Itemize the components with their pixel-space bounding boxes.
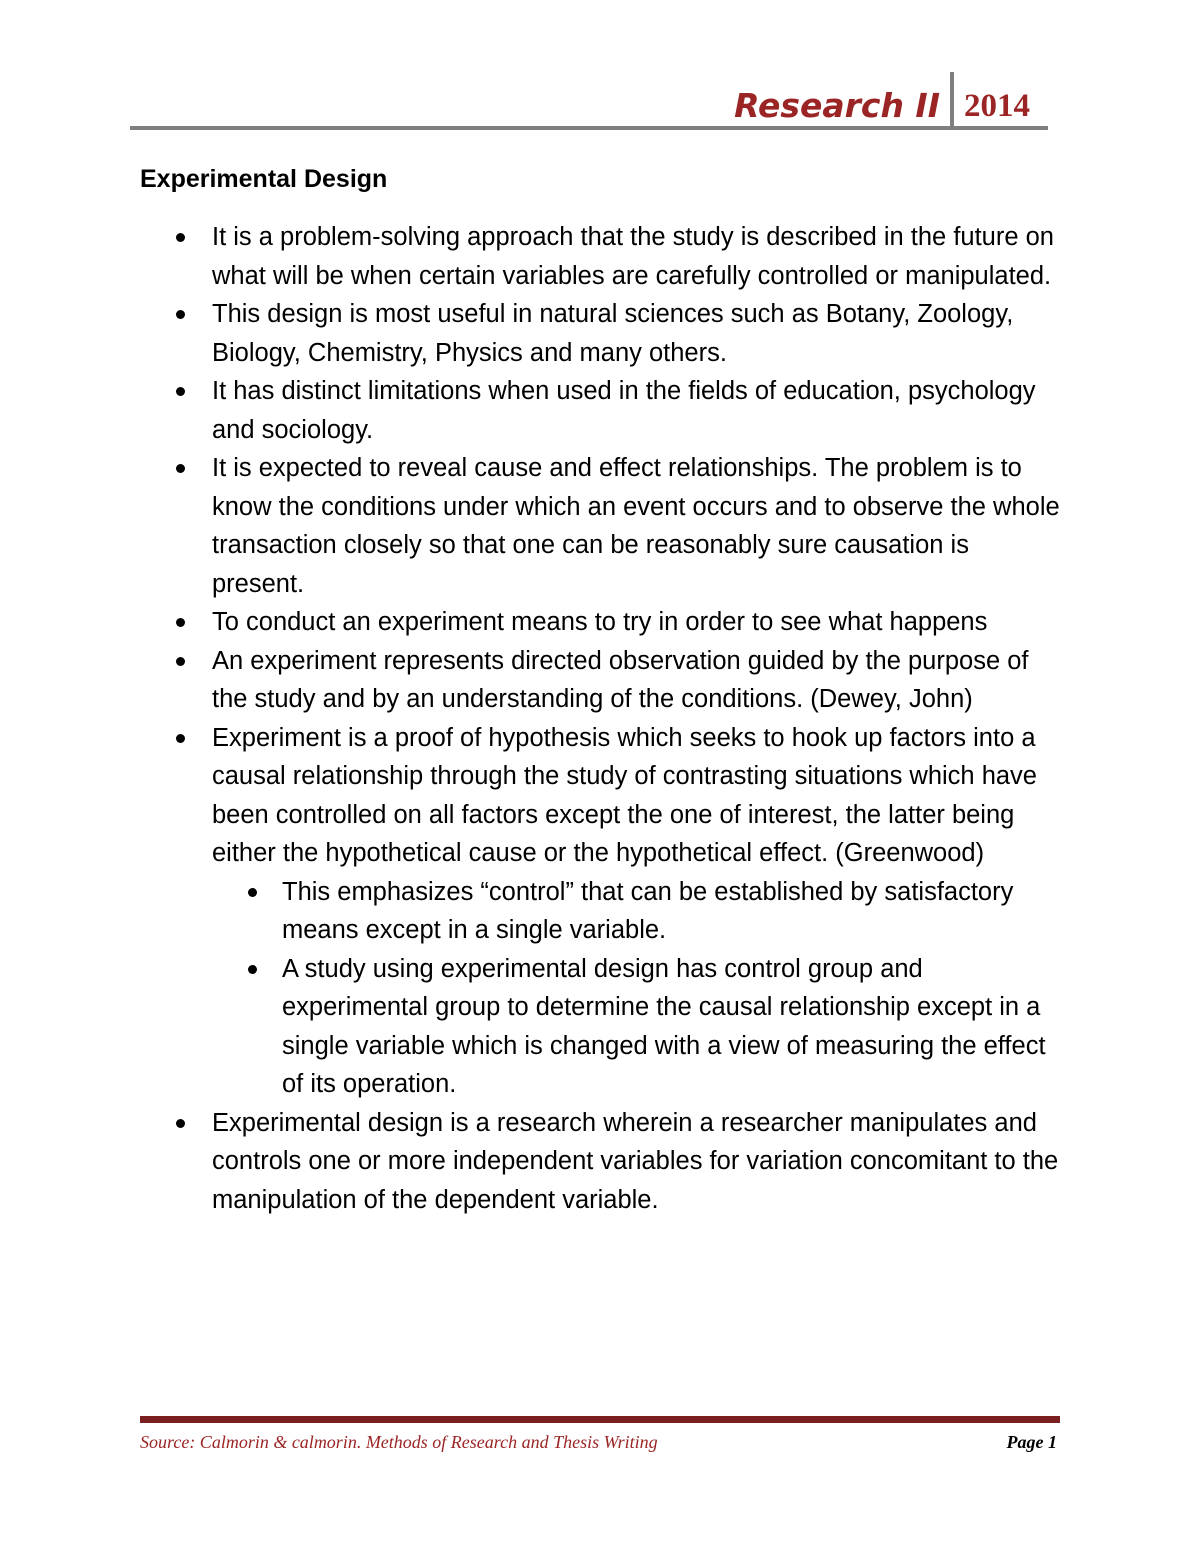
bullet-icon — [176, 734, 185, 743]
list-item-text: To conduct an experiment means to try in order to see what happens — [212, 608, 988, 636]
section-heading: Experimental Design — [140, 165, 388, 193]
list-item — [140, 295, 1060, 372]
list-item — [140, 1104, 1060, 1220]
sub-list-item — [212, 873, 1060, 950]
list-item-text: It is a problem-solving approach that the study is described in the future on what will be when certain variables are carefully controlled or manipulated. — [212, 223, 1054, 290]
page-number: Page 1 — [1006, 1432, 1057, 1452]
bullet-icon — [176, 310, 185, 319]
sub-list-item — [212, 950, 1060, 1104]
list-item — [140, 372, 1060, 449]
list-item-text: Experiment is a proof of hypothesis which seeks to hook up factors into a causal relationship through the study of contrasting situations which have been controlled on all factors except the one of interest, the latter being either the hypothetical cause or the hypothetical effect. (Greenwood) — [212, 723, 1037, 867]
list-item — [140, 719, 1060, 1104]
bullet-icon — [248, 888, 257, 897]
footer-rule — [140, 1416, 1060, 1423]
list-item — [140, 218, 1060, 295]
list-item — [140, 642, 1060, 719]
list-item-text: Experimental design is a research wherein a researcher manipulates and controls one or more independent variables for variation concomitant to the manipulation of the dependent variable. — [212, 1108, 1059, 1214]
bullet-list — [140, 218, 1060, 1219]
list-item-text: It is expected to reveal cause and effect relationships. The problem is to know the conditions under which an event occurs and to observe the whole transaction closely so that one can be reasonably sure causation is present. — [212, 454, 1060, 598]
list-item-text: It has distinct limitations when used in the fields of education, psychology and sociology. — [212, 377, 1036, 444]
sub-bullet-list — [212, 873, 1060, 1104]
footer-source: Source: Calmorin & calmorin. Methods of Research and Thesis Writing — [140, 1432, 658, 1452]
bullet-icon — [176, 657, 185, 666]
bullet-icon — [248, 965, 257, 974]
page-header — [734, 72, 1030, 130]
list-item-text: This design is most useful in natural sciences such as Botany, Zoology, Biology, Chemistry, Physics and many others. — [212, 300, 1014, 367]
list-item — [140, 449, 1060, 603]
sub-list-item-text: A study using experimental design has control group and experimental group to determine the causal relationship except in a single variable which is changed with a view of measuring the effect of its operation. — [282, 954, 1046, 1098]
bullet-icon — [176, 464, 185, 473]
list-item — [140, 603, 1060, 642]
document-body — [140, 160, 1060, 1219]
list-item-text: An experiment represents directed observation guided by the purpose of the study and by an understanding of the conditions. (Dewey, John) — [212, 646, 1029, 713]
header-year: 2014 — [964, 88, 1030, 124]
header-rule — [130, 126, 1048, 130]
bullet-icon — [176, 618, 185, 627]
bullet-icon — [176, 233, 185, 242]
bullet-icon — [176, 387, 185, 396]
header-title: Research II — [734, 86, 940, 125]
sub-list-item-text: This emphasizes “control” that can be established by satisfactory means except in a single variable. — [282, 877, 1014, 944]
bullet-icon — [176, 1119, 185, 1128]
